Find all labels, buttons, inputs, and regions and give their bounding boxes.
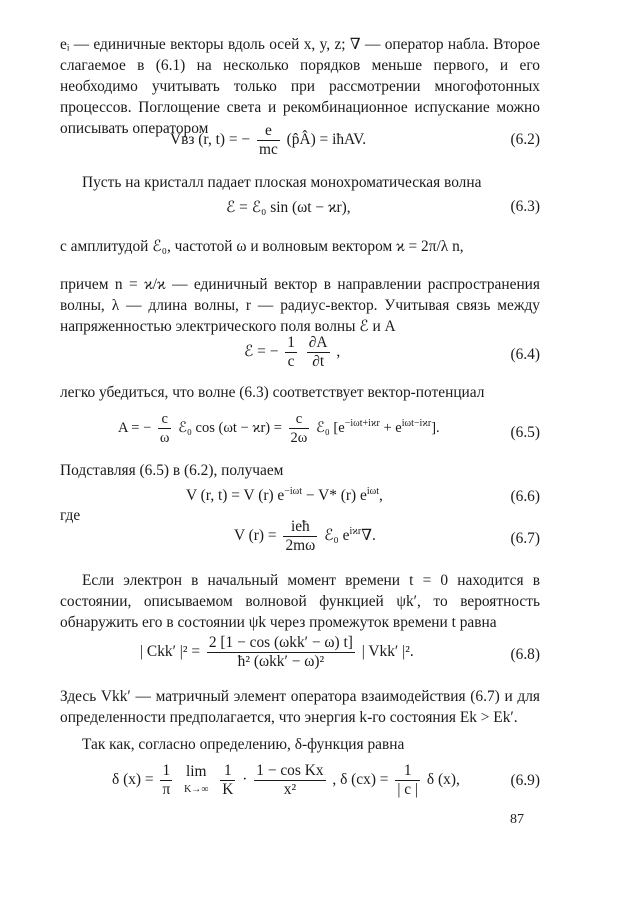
paragraph-electron-state: Если электрон в начальный момент времени t = 0 находится в состоянии, описываемом волновой функцией ψk′, то вероятность обнаружить его в состоянии ψk через промежуток времени t равна	[60, 572, 540, 631]
equation-label: (6.9)	[510, 772, 540, 789]
equation-6-4: ℰ = − $\frac{1}{c}$ $\frac{\partial A}{\partial t}$ ,	[244, 334, 341, 370]
paragraph-intro: eᵢ — единичные векторы вдоль осей x, y, z; ∇ — оператор набла. Второе слагаемое в (6.1) на несколько порядков меньше первого, и его необходимо учитывать только при рассмотрении многофотонных процессов. Поглощение света и рекомбинационное испускание можно описывать оператором	[60, 36, 540, 137]
equation-label: (6.2)	[510, 131, 540, 148]
equation-6-3: ℰ = ℰ₀ sin (ωt − ϰr),	[226, 199, 351, 216]
equation-6-2: Vвз (r, t) = − $\frac{e}{mc}$ (p̂Â) = iħAV.	[170, 122, 367, 158]
equation-label: (6.4)	[510, 346, 540, 363]
equation-label: (6.5)	[510, 424, 540, 441]
equation-6-5: A = − $\frac{c}{\omega}$ ℰ₀ cos (ωt − ϰr) = $\frac{c}{2\omega}$ ℰ₀ $[e^{-i\omega t+iϰr} + e^{i\omega t-iϰr}]$.	[118, 411, 440, 446]
page-number: 87	[510, 812, 524, 827]
paragraph-matrix-element: Здесь Vkk′ — матричный элемент оператора взаимодействия (6.7) и для определенности предполагается, что энергия k-го состояния Ek > Ek′.	[60, 688, 540, 726]
paragraph-where: где	[60, 507, 81, 524]
paragraph-unit-vector: причем n = ϰ/ϰ — единичный вектор в направлении распространения волны, λ — длина волны, r — радиус-вектор. Учитывая связь между напряженностью электрического поля волны ℰ и A	[60, 276, 540, 335]
equation-label: (6.3)	[510, 198, 540, 215]
paragraph-substituting: Подставляя (6.5) в (6.2), получаем	[60, 462, 284, 479]
equation-label: (6.6)	[510, 488, 540, 505]
equation-6-8: | Ckk′ |² = $\frac{\text{2 [1 − cos (ωkk′ − ω) t]}}{\text{ħ² (ωkk′ − ω)²}}$ | Vkk′ |².	[140, 634, 414, 670]
equation-label: (6.8)	[510, 646, 540, 663]
equation-6-6: V (r, t) = V (r) $e^{-i\omega t} - V*$ (r) $e^{i\omega t}$,	[186, 486, 383, 505]
paragraph-amplitude: с амплитудой ℰ₀, частотой ω и волновым вектором ϰ = 2π/λ n,	[60, 238, 464, 255]
equation-label: (6.7)	[510, 530, 540, 547]
paragraph-wave: Пусть на кристалл падает плоская монохроматическая волна	[82, 174, 482, 191]
paragraph-vector-potential: легко убедиться, что волне (6.3) соответствует вектор-потенциал	[60, 384, 485, 401]
equation-6-9: δ (x) = $\frac{1}{\pi}$ lim K→∞ $\frac{1}{K}$ · $\frac{\text{1 − cos Kx}}{\text{x²}}$ , δ (cx) = $\frac{1}{| c |}$ δ (x),	[112, 762, 460, 798]
equation-6-7: V (r) = $\frac{\text{ieħ}}{2m\omega}$ ℰ₀ $e^{iϰr}\nabla$.	[234, 518, 376, 554]
paragraph-delta-definition: Так как, согласно определению, δ-функция равна	[82, 736, 405, 753]
